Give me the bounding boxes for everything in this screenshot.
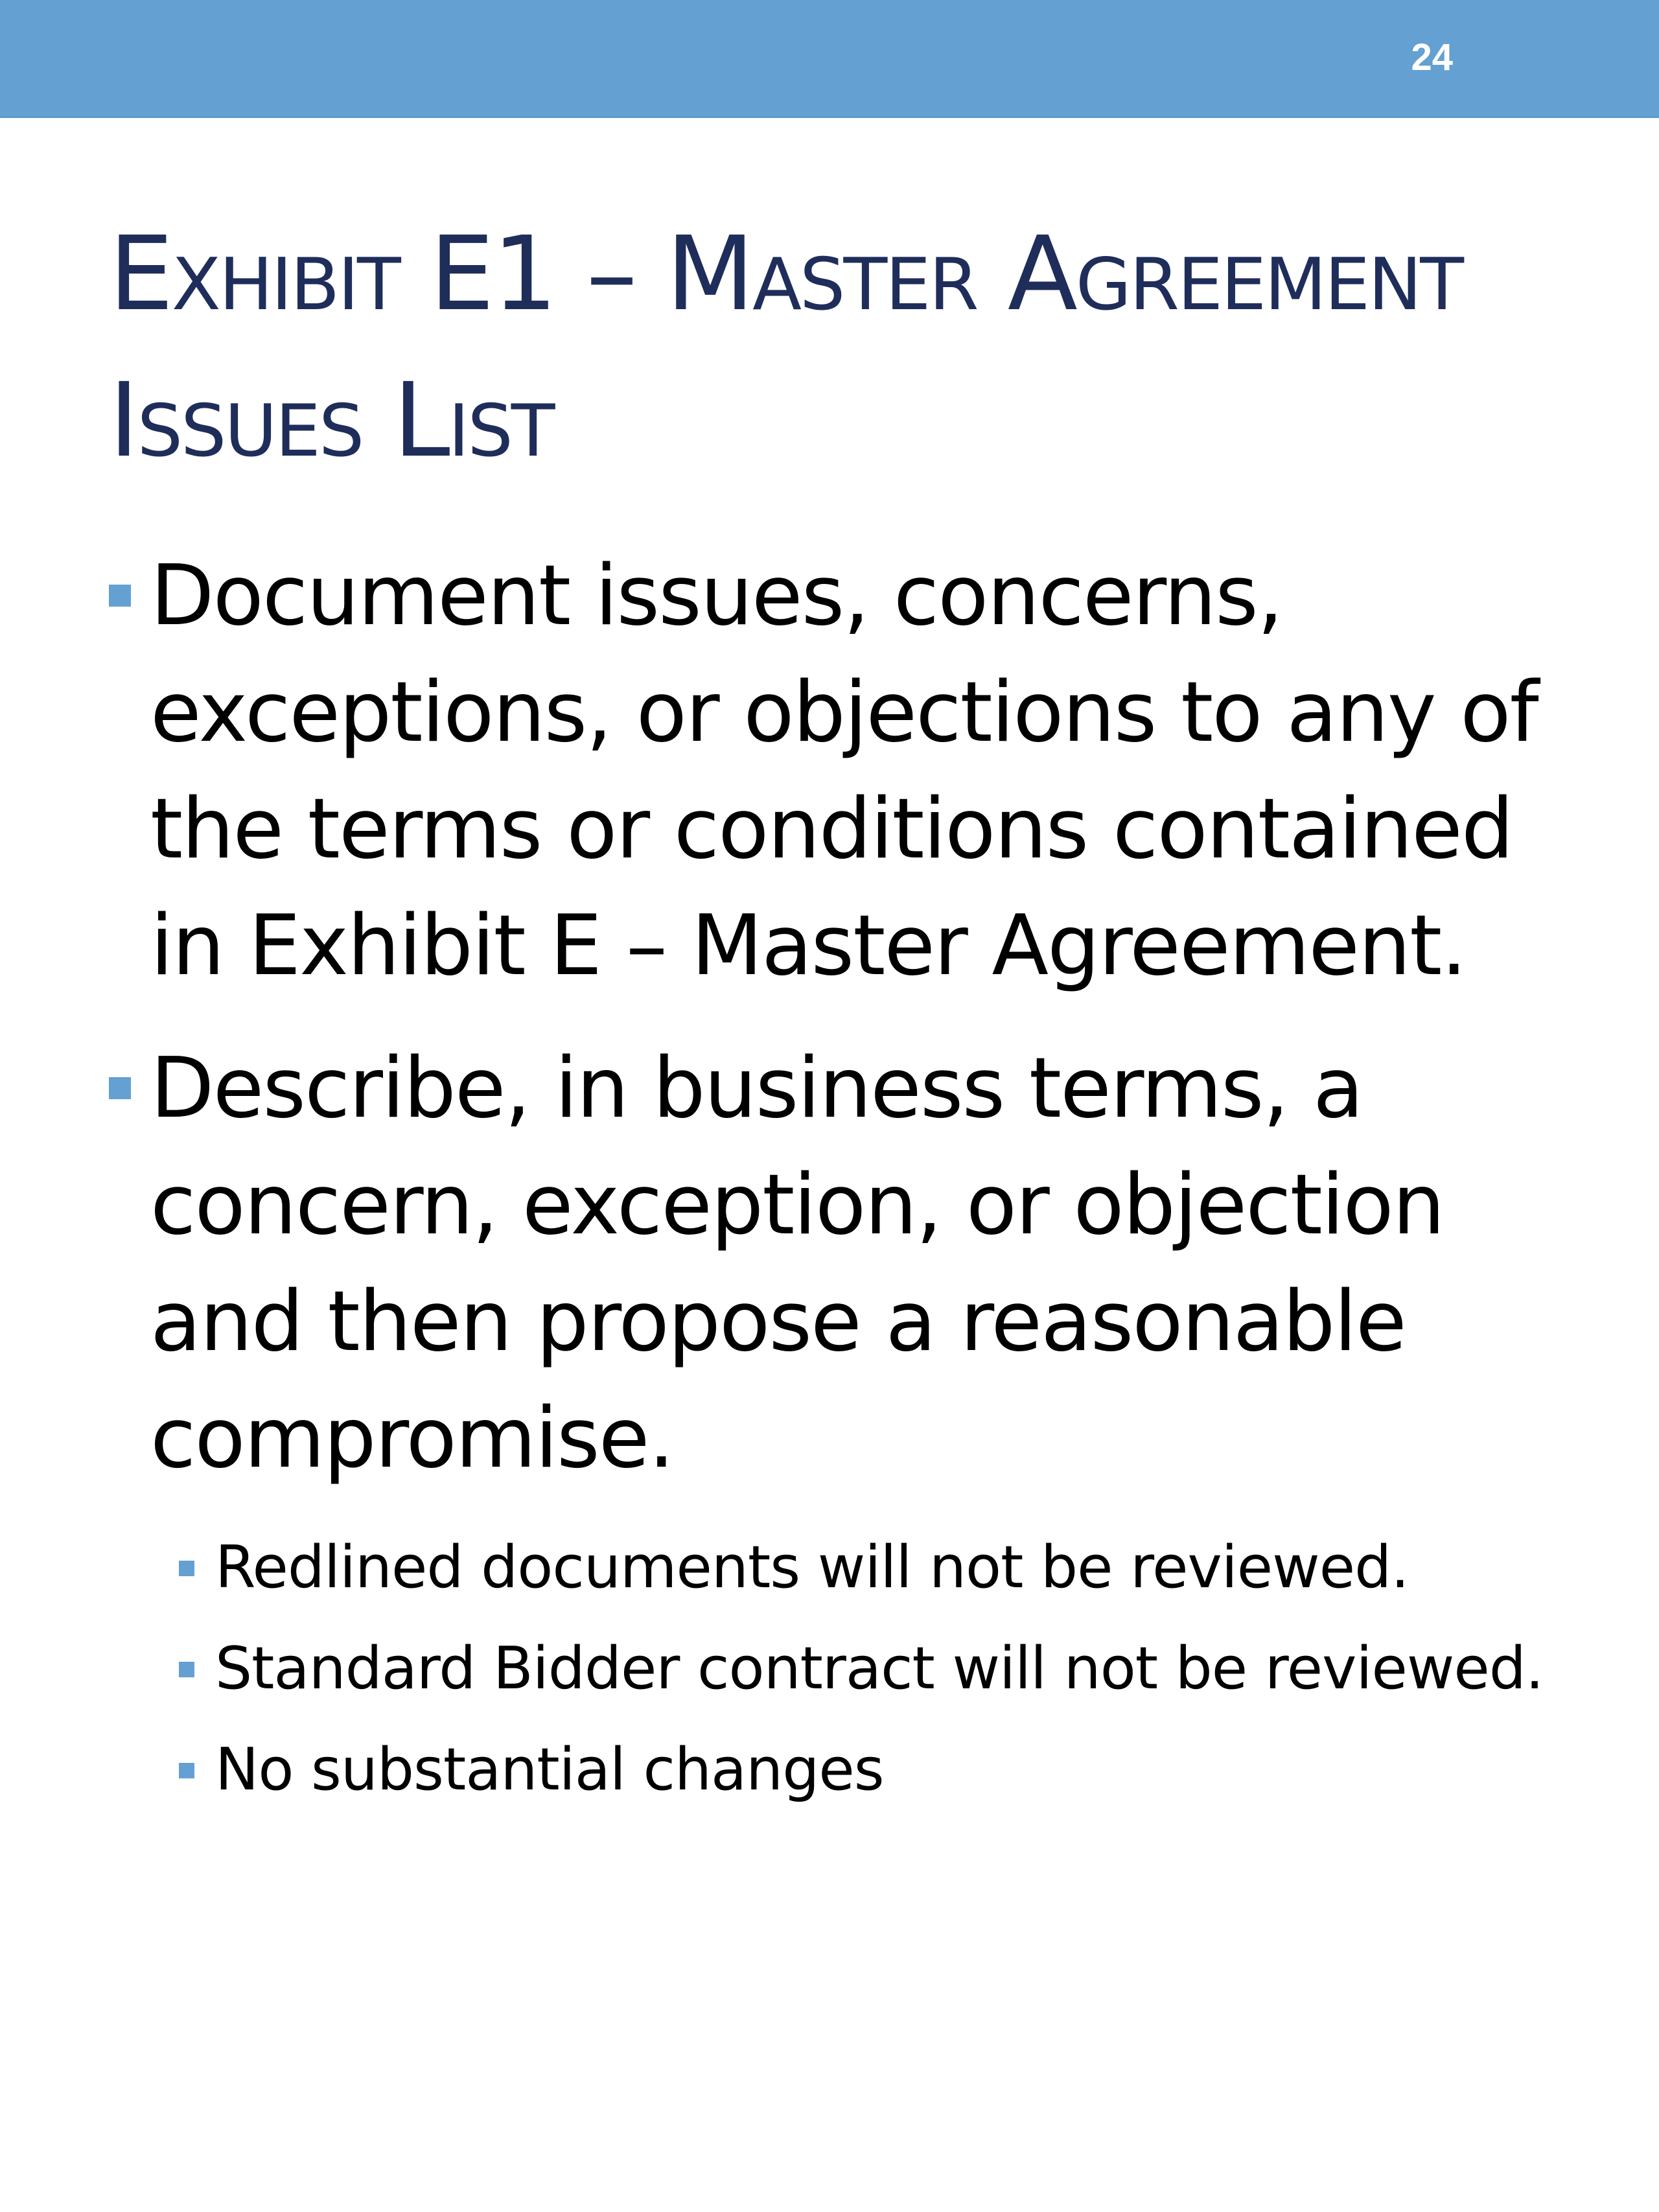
sub-bullet-item (174, 1624, 1573, 1714)
bullet-text: Describe, in business terms, a concern, exception, or objection and then propose a reasonable compromise. (150, 1040, 1444, 1487)
sub-bullet-text: No substantial changes (215, 1736, 884, 1804)
sub-bullet-item (174, 1725, 1573, 1815)
page-number: 24 (1411, 36, 1453, 78)
sub-bullet-text: Redlined documents will not be reviewed. (215, 1533, 1409, 1601)
sub-bullet-item (174, 1523, 1573, 1612)
bullet-item (109, 538, 1573, 1005)
slide-title: Exhibit E1 – Master Agreement Issues List (109, 215, 1463, 480)
square-bullet-icon (179, 1662, 194, 1677)
square-bullet-icon (109, 585, 131, 607)
bullet-list (109, 538, 1573, 1826)
header-bar (0, 0, 1659, 118)
square-bullet-icon (179, 1763, 194, 1778)
sub-bullet-text: Standard Bidder contract will not be reviewed. (215, 1635, 1544, 1703)
square-bullet-icon (109, 1077, 131, 1099)
square-bullet-icon (179, 1561, 194, 1576)
bullet-item (109, 1030, 1573, 1497)
bullet-text: Document issues, concerns, exceptions, or objections to any of the terms or conditions contained in Exhibit E – Master Agreement. (150, 548, 1538, 994)
